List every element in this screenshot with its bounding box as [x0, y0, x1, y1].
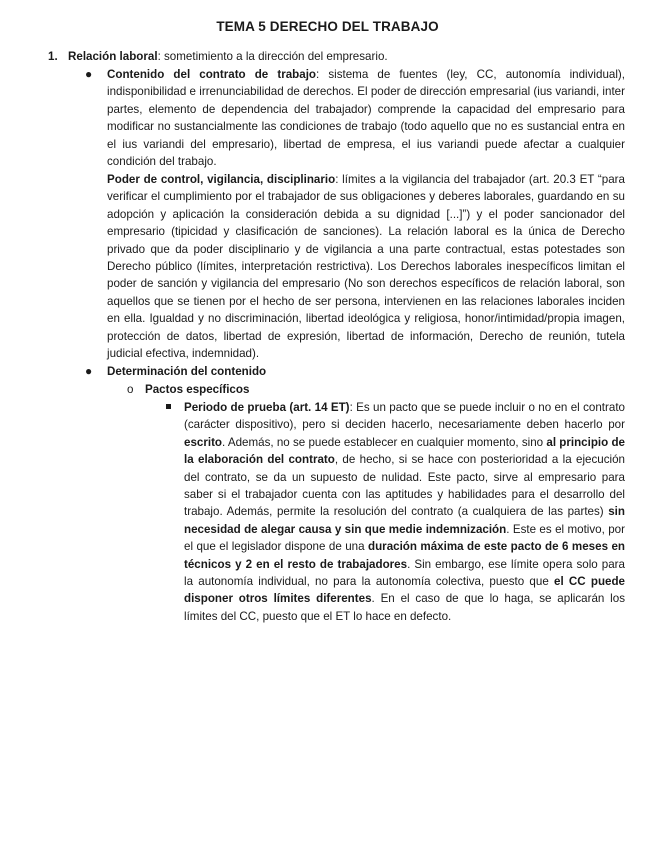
poder-block — [107, 171, 625, 362]
page-title: TEMA 5 DERECHO DEL TRABAJO — [216, 19, 439, 34]
periodo-t5: al principio de la elaboración del contrato — [184, 435, 625, 467]
square-bullet-icon — [166, 404, 171, 409]
sub-bullet-marker: o — [127, 383, 134, 396]
contenido-text: : sistema de fuentes (ley, CC, autonomía individual), indisponibilidad e irrenunciabilidad de derechos. El poder de dirección empresarial (ius variandi, inter partes, elemento de dependencia del trabajador) comprende la capacidad del empresario para modificar no sustancialmente las condiciones de trabajo (todo aquello que no es sustancial entra en el ius variandi del empresario), libertad de empresa, el ius variandi puede afectar a cualquier condición del trabajo. — [107, 68, 625, 169]
poder-text: : límites a la vigilancia del trabajador (art. 20.3 ET “para verificar el cumplimiento por el trabajador de sus obligaciones y deberes laborales, guardando en su adopción y aplicación la consideración debida a su dignidad [...]”) y el poder sancionador del empresario (tipicidad y clasificación de sanciones). La relación laboral es la única de Derecho privado que da poder disciplinario y de vigilancia a una parte contractual, estas potestades son Derecho público (límites, interpretación restrictiva). Los Derechos laborales inespecíficos limitan el poder de sanción y vigilancia del empresario (No son derechos específicos de relación laboral, son aquellos que se tienen por el hecho de ser persona, intervienen en las relaciones laborales inciden en ella. Igualdad y no discriminación, libertad ideológica y religiosa, honor/intimidad/propia imagen, protección de datos, libertad de expresión, libertad de información, Derecho de reunión, tutela judicial efectiva, indemnidad). — [107, 173, 625, 361]
poder-paragraph — [107, 171, 625, 362]
periodo-t1: Periodo de prueba (art. 14 ET) — [184, 401, 350, 414]
periodo-t10: . Sin embargo, ese límite opera solo para la autonomía individual, no para la autonomía colectiva, puesto que — [184, 557, 625, 589]
contenido-paragraph — [107, 66, 625, 170]
periodo-t12: . En el caso de que lo haga, se aplicarán los límites del CC, puesto que el ET lo hace en defecto. — [184, 592, 625, 623]
pactos-especificos-heading: Pactos específicos — [145, 383, 250, 396]
periodo-t4: . Además, no se puede establecer en cualquier momento, sino — [222, 435, 547, 449]
periodo-prueba-paragraph — [184, 399, 625, 625]
periodo-t6: , de hecho, si se hace con posterioridad a la ejecución del contrato, se da un supuesto de nulidad. Este pacto, sirve al empresario para saber si el trabajador cuenta con las aptitudes y habilidades para el desarrollo del trabajo. Además, permite la resolución del contrato (a cualquiera de las partes) — [184, 453, 625, 519]
determinacion-label — [107, 363, 625, 380]
periodo-t3: escrito — [184, 435, 223, 449]
section-heading — [68, 48, 388, 65]
periodo-t11: el CC puede disponer otros límites diferentes — [184, 575, 626, 606]
section-heading-bold: Relación laboral — [68, 50, 158, 63]
periodo-t8: . Este es el motivo, por el que el legislador dispone de una — [184, 522, 625, 554]
bullet-icon: ● — [85, 67, 93, 81]
section-heading-rest: : sometimiento a la dirección del empresario. — [157, 50, 388, 63]
periodo-prueba-block — [184, 399, 625, 625]
bullet-contenido — [107, 66, 625, 170]
periodo-t7: sin necesidad de alegar causa y sin que medie indemnización — [184, 505, 625, 536]
section-number: 1. — [48, 50, 58, 63]
periodo-t9: duración máxima de este pacto de 6 meses en técnicos y 2 en el resto de trabajadores — [184, 540, 626, 571]
poder-label: Poder de control, vigilancia, disciplinario — [107, 173, 336, 186]
bullet-icon: ● — [85, 364, 93, 378]
determinacion-label-text: Determinación del contenido — [107, 365, 267, 378]
bullet-determinacion — [107, 363, 625, 380]
contenido-label: Contenido del contrato de trabajo — [107, 68, 317, 81]
periodo-t2: : Es un pacto que se puede incluir o no en el contrato (carácter dispositivo), pero si deciden hacerlo, necesariamente deben hacerlo por — [184, 401, 625, 432]
